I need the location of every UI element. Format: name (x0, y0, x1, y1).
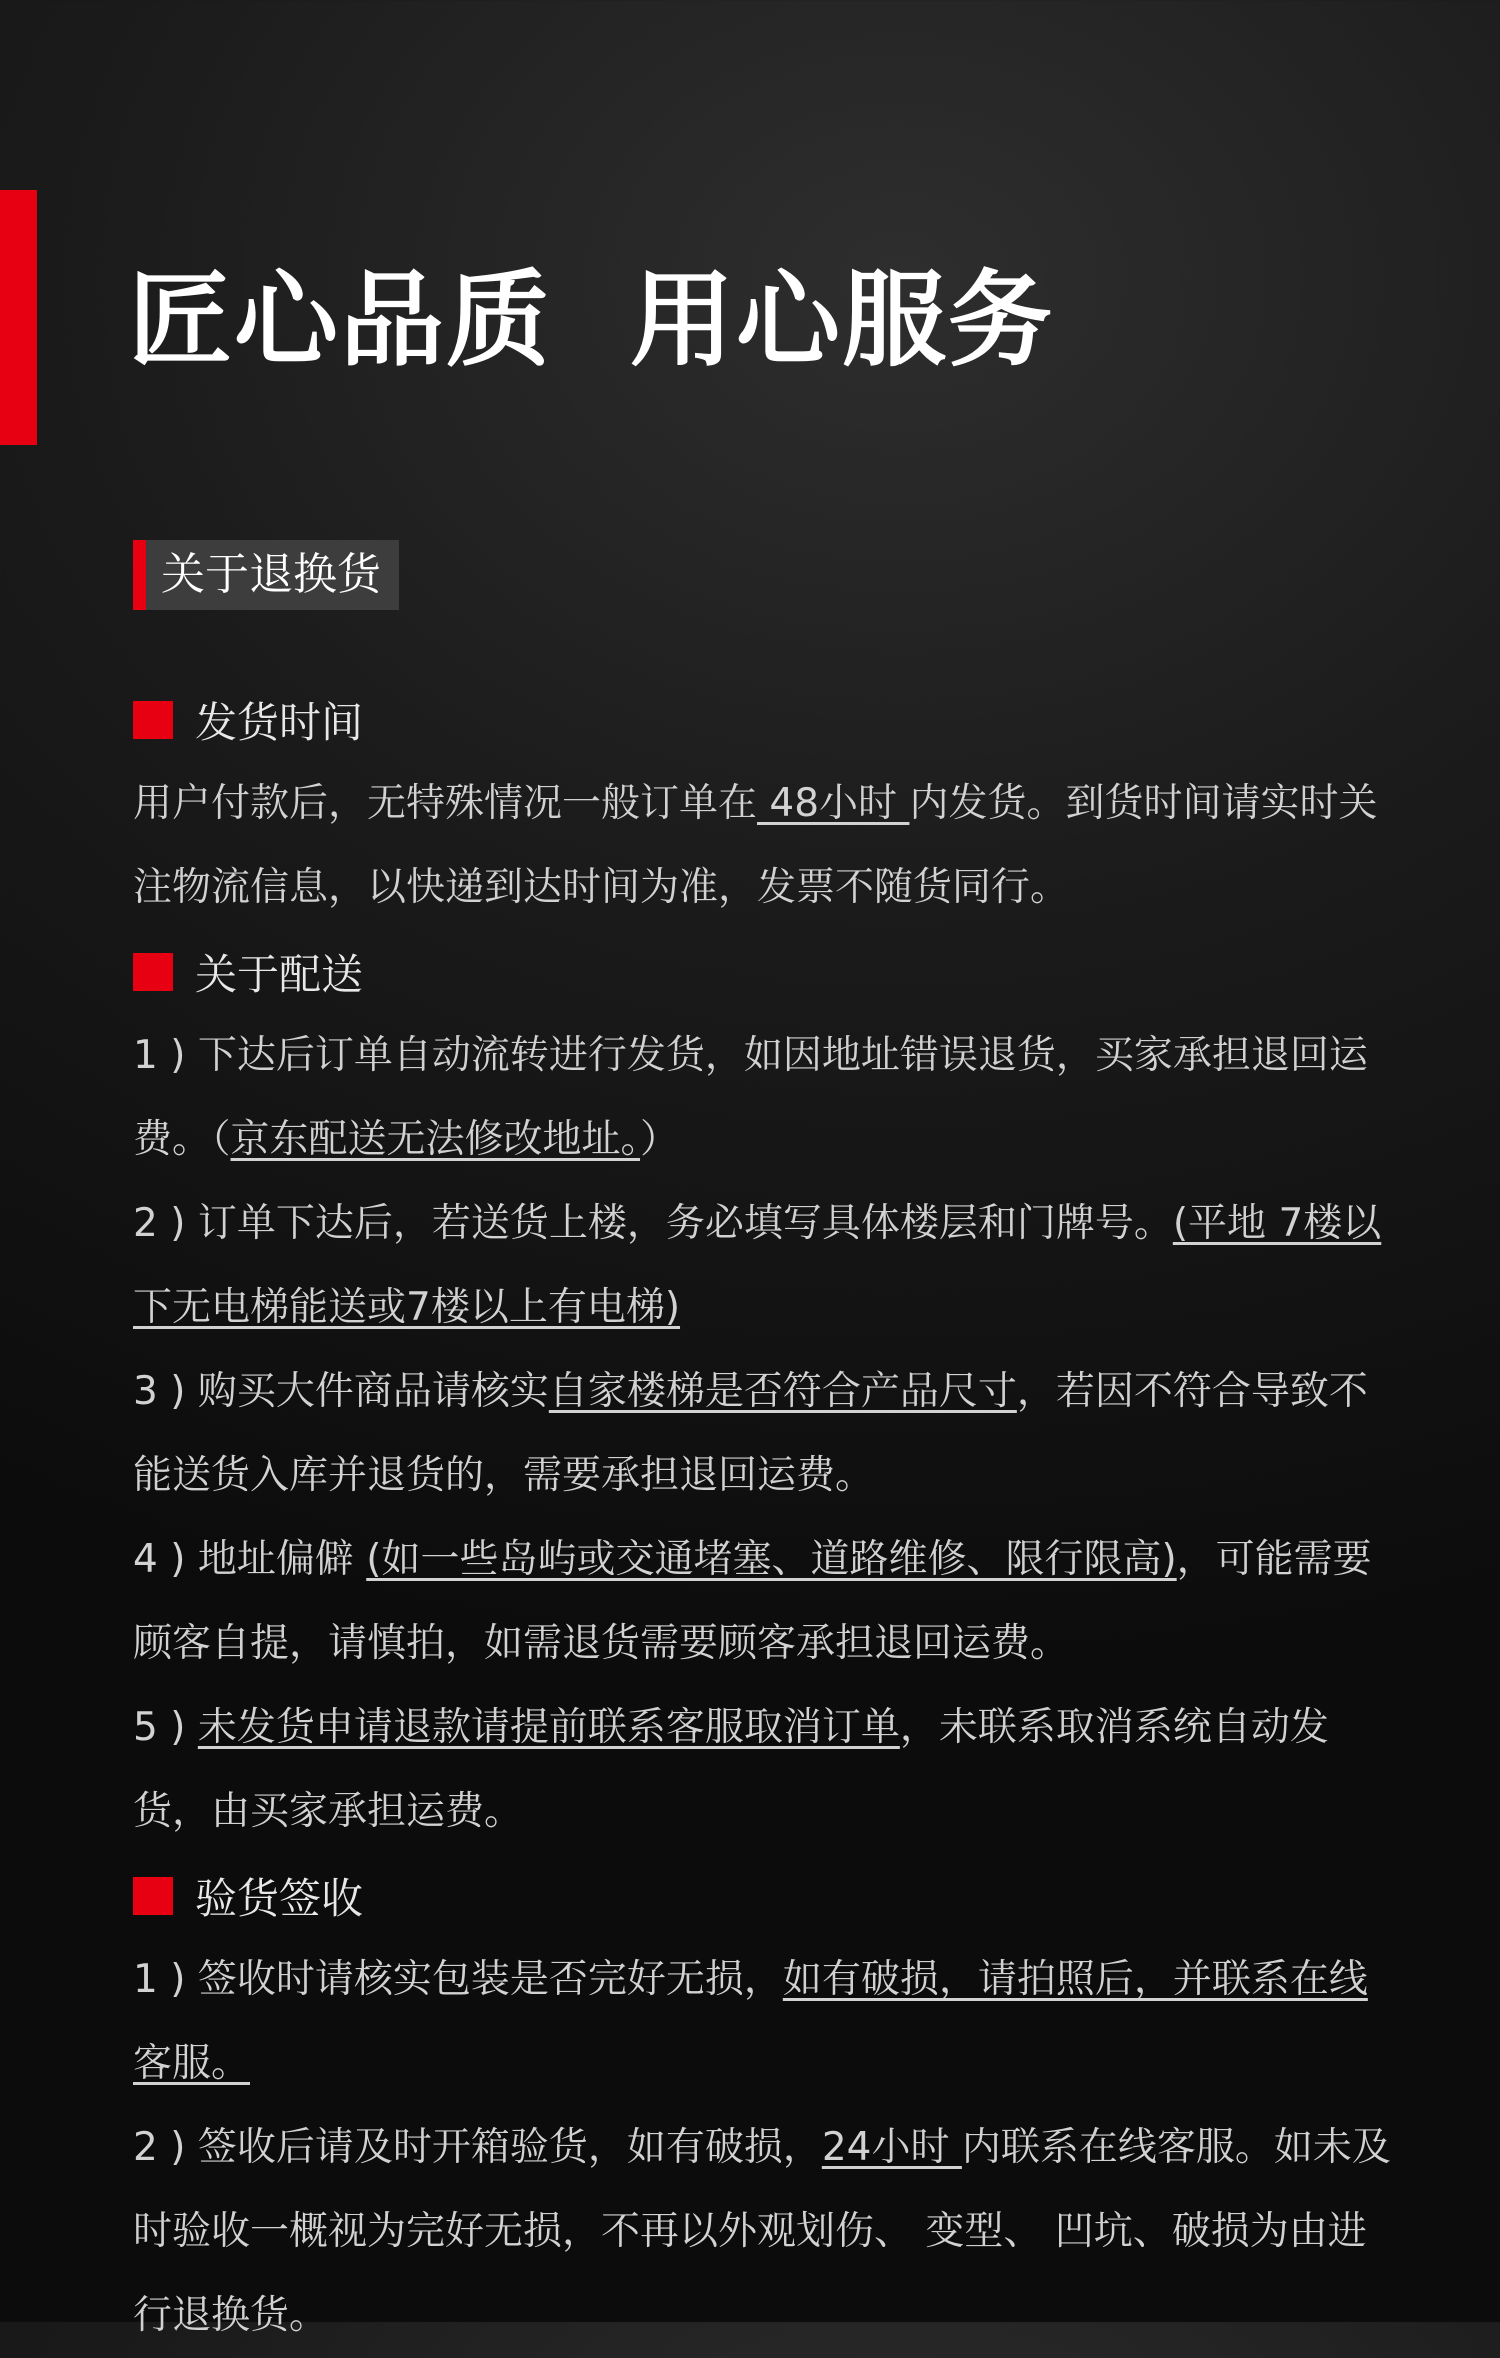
red-square-icon (133, 1877, 173, 1915)
text-segment: 内联系在线客服。如未及时验收一概视为完好无损，不再以外观划伤、 变型、 凹坑、破损为由进行退换货。 (133, 2125, 1391, 2338)
text-segment: 3 ) 购买大件商品请核实 (133, 1369, 549, 1414)
page-title (128, 255, 1054, 385)
text-segment: ，可能需要顾客自提，请慎拍，如需退货需要顾客承担退回运费。 (133, 1537, 1372, 1666)
policy-content (133, 678, 1393, 2358)
underlined-segment: 未发货申请退款请提前联系客服取消订单 (197, 1705, 900, 1750)
text-segment: 5 ) (133, 1705, 198, 1750)
delivery-item-1 (133, 1014, 1393, 1182)
text-segment: 用户付款后，无特殊情况一般订单在 (133, 781, 758, 826)
text-segment: 内发货。到货时间请实时关注物流信息，以快递到达时间为准，发票不随货同行。 (133, 781, 1378, 910)
underlined-segment: (平地 7楼以下无电梯能送或7楼以上有电梯) (133, 1201, 1382, 1330)
underlined-segment: 自家楼梯是否符合产品尺寸 (548, 1369, 1017, 1414)
heading-label: 验货签收 (195, 1874, 364, 1923)
heading-delivery (133, 930, 1393, 1014)
text-segment: 1 ) 下达后订单自动流转进行发货，如因地址错误退货，买家承担退回运费。（ (133, 1033, 1368, 1162)
heading-inspection (133, 1854, 1393, 1938)
text-segment: 1 ) 签收时请核实包装是否完好无损， (133, 1957, 783, 2002)
text-segment: ） (640, 1117, 680, 1162)
delivery-item-4 (133, 1518, 1393, 1686)
heading-shipping-time (133, 678, 1393, 762)
title-part-2: 用心服务 (630, 259, 1055, 381)
text-segment: ，未联系取消系统自动发货，由买家承担运费。 (133, 1705, 1329, 1834)
underlined-segment: 如有破损，请拍照后，并联系在线客服。 (133, 1957, 1368, 2086)
text-segment: 2 ) 签收后请及时开箱验货，如有破损， (133, 2125, 822, 2170)
underlined-segment: 24小时 (821, 2125, 962, 2170)
inspection-item-1 (133, 1938, 1393, 2106)
underlined-segment: 48小时 (757, 781, 910, 826)
heading-label: 发货时间 (195, 698, 364, 747)
red-square-icon (133, 953, 173, 991)
underlined-segment: 京东配送无法修改地址。 (230, 1117, 641, 1162)
heading-label: 关于配送 (195, 950, 364, 999)
text-segment: 2 ) 订单下达后，若送货上楼，务必填写具体楼层和门牌号。 (133, 1201, 1173, 1246)
underlined-segment: (如一些岛屿或交通堵塞、道路维修、限行限高) (366, 1537, 1177, 1582)
text-segment: ，若因不符合导致不能送货入库并退货的，需要承担退回运费。 (133, 1369, 1368, 1498)
accent-bar (0, 190, 37, 445)
title-part-1: 匠心品质 (128, 259, 553, 381)
shipping-paragraph (133, 762, 1393, 930)
inspection-item-2 (133, 2106, 1393, 2358)
section-tag-returns: 关于退换货 (133, 540, 399, 610)
text-segment: 4 ) 地址偏僻 (133, 1537, 367, 1582)
delivery-item-5 (133, 1686, 1393, 1854)
delivery-item-2 (133, 1182, 1393, 1350)
delivery-item-3 (133, 1350, 1393, 1518)
red-square-icon (133, 701, 173, 739)
